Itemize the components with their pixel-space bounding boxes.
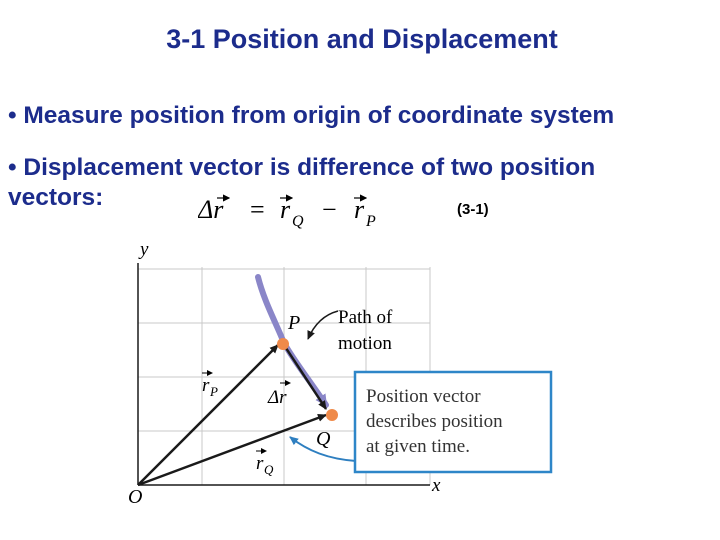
point-q-label: Q xyxy=(316,428,331,450)
path-of-motion xyxy=(258,277,326,405)
info-box-line1: Position vector xyxy=(366,386,481,407)
bullet-displacement-line2: vectors: xyxy=(8,184,104,211)
displacement-figure xyxy=(118,233,558,513)
page-title: 3-1 Position and Displacement xyxy=(166,24,558,54)
bullet-measure-position: • Measure position from origin of coordinate system xyxy=(8,102,615,129)
equation-number: (3-1) xyxy=(457,201,489,218)
equation-rq: r xyxy=(280,195,291,224)
equation-minus: − xyxy=(322,195,337,224)
path-label-line2: motion xyxy=(338,333,392,354)
equation-lhs: Δr xyxy=(198,195,224,224)
y-axis-label: y xyxy=(140,239,149,260)
displacement-label: Δr xyxy=(268,387,287,408)
rq-label: r xyxy=(256,453,264,474)
rp-subscript: P xyxy=(210,384,218,399)
position-vector-q xyxy=(138,415,326,485)
equation-equals: = xyxy=(250,195,265,224)
path-label-pointer xyxy=(308,311,338,339)
point-p xyxy=(277,338,289,350)
equation-rp: r xyxy=(354,195,365,224)
rp-label: r xyxy=(202,375,210,396)
point-q xyxy=(326,409,338,421)
rq-subscript: Q xyxy=(264,462,274,477)
displacement-equation xyxy=(198,188,388,230)
info-box-line3: at given time. xyxy=(366,436,470,457)
origin-label: O xyxy=(128,486,143,508)
equation-q-subscript: Q xyxy=(292,213,304,230)
equation-p-subscript: P xyxy=(366,213,376,230)
info-box-line2: describes position xyxy=(366,411,503,432)
point-p-label: P xyxy=(288,312,301,334)
path-label-line1: Path of xyxy=(338,307,393,328)
bullet-displacement-line1: • Displacement vector is difference of two position xyxy=(8,154,596,181)
x-axis-label: x xyxy=(432,475,441,496)
